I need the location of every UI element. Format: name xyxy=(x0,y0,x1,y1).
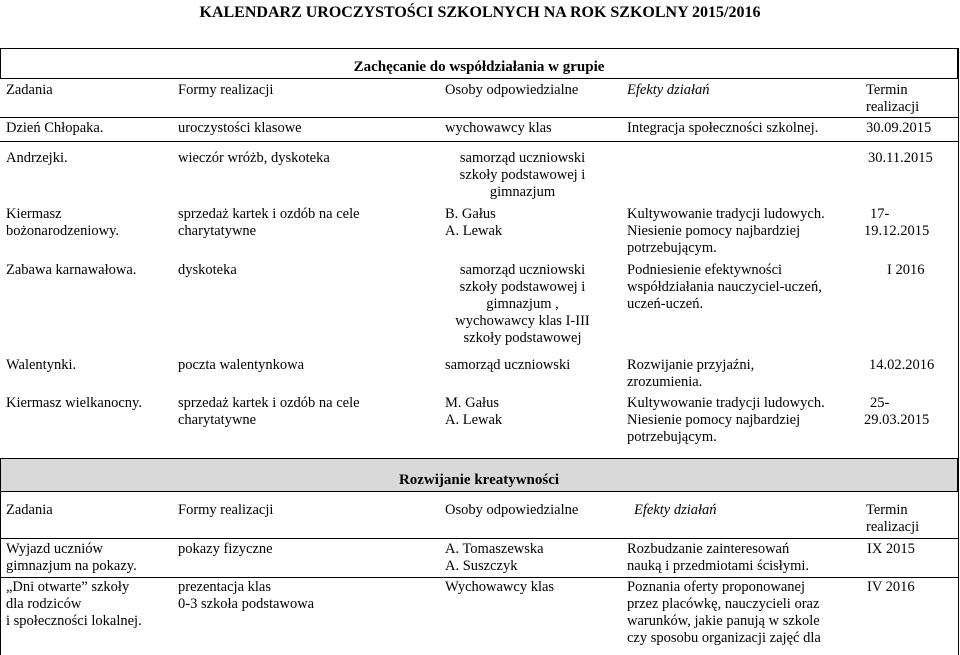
cell-efekt: potrzebującym. xyxy=(627,429,717,445)
cell-zadanie: i społeczności lokalnej. xyxy=(6,613,142,629)
cell-osoby: wychowawcy klas xyxy=(445,120,552,136)
cell-osoby: B. Gałus xyxy=(445,206,496,222)
header-termin: Termin xyxy=(866,502,908,518)
cell-osoby: A. Lewak xyxy=(445,223,503,239)
cell-termin: 30.11.2015 xyxy=(868,150,933,166)
section-title-text: Rozwijanie kreatywności xyxy=(398,472,560,488)
header-formy: Formy realizacji xyxy=(178,502,274,518)
header-termin-2: realizacji xyxy=(866,519,920,535)
section-title-text: Zachęcanie do współdziałania w grupie xyxy=(353,59,605,75)
cell-efekt: przez placówkę, nauczycieli oraz xyxy=(627,596,820,612)
cell-termin: IX 2015 xyxy=(867,541,915,557)
cell-osoby: samorząd uczniowski xyxy=(445,357,571,373)
cell-efekt: Niesienie pomocy najbardziej xyxy=(627,412,801,428)
cell-efekt: Integracja społeczności szkolnej. xyxy=(627,120,819,136)
header-osoby: Osoby odpowiedzialne xyxy=(445,502,579,518)
cell-termin: 30.09.2015 xyxy=(866,120,932,136)
cell-efekt: Kultywowanie tradycji ludowych. xyxy=(627,206,825,222)
cell-zadanie: Kiermasz wielkanocny. xyxy=(6,395,142,411)
cell-osoby: gimnazjum xyxy=(489,184,556,200)
cell-zadanie: Kiermasz xyxy=(6,206,62,222)
header-efekty: Efekty działań xyxy=(627,82,710,98)
cell-forma: uroczystości klasowe xyxy=(178,120,302,136)
cell-termin: 17- xyxy=(870,206,890,222)
cell-osoby: szkoły podstawowej xyxy=(463,330,582,346)
cell-efekt: Rozwijanie przyjaźni, xyxy=(627,357,755,373)
cell-forma: prezentacja klas xyxy=(178,579,271,595)
cell-forma: pokazy fizyczne xyxy=(178,541,273,557)
cell-osoby: A. Tomaszewska xyxy=(445,541,544,557)
cell-osoby: Wychowawcy klas xyxy=(445,579,555,595)
cell-zadanie: Dzień Chłopaka. xyxy=(6,120,104,136)
divider xyxy=(0,78,959,79)
divider xyxy=(0,117,959,118)
cell-zadanie: bożonarodzeniowy. xyxy=(6,223,120,239)
divider xyxy=(0,141,959,142)
cell-termin: 14.02.2016 xyxy=(869,357,935,373)
header-termin: Termin xyxy=(866,82,908,98)
cell-termin: 29.03.2015 xyxy=(864,412,930,428)
cell-osoby: M. Gałus xyxy=(445,395,499,411)
cell-forma: sprzedaż kartek i ozdób na cele xyxy=(178,206,360,222)
divider xyxy=(0,577,959,578)
section-title-cooperation xyxy=(0,48,958,78)
cell-forma: 0-3 szkoła podstawowa xyxy=(178,596,315,612)
header-formy: Formy realizacji xyxy=(178,82,274,98)
cell-termin: IV 2016 xyxy=(867,579,915,595)
cell-zadanie: „Dni otwarte” szkoły xyxy=(6,579,130,595)
cell-termin: 25- xyxy=(870,395,890,411)
divider xyxy=(0,538,959,539)
section-title-creativity xyxy=(0,458,958,491)
cell-osoby: gimnazjum , xyxy=(486,296,559,312)
cell-forma: wieczór wróżb, dyskoteka xyxy=(178,150,330,166)
cell-efekt: potrzebującym. xyxy=(627,240,717,256)
header-osoby: Osoby odpowiedzialne xyxy=(445,82,579,98)
cell-efekt: Niesienie pomocy najbardziej xyxy=(627,223,801,239)
cell-efekt: zrozumienia. xyxy=(627,374,703,390)
cell-osoby: wychowawcy klas I-III xyxy=(455,313,590,329)
cell-osoby: szkoły podstawowej i xyxy=(459,167,586,183)
cell-zadanie: dla rodziców xyxy=(6,596,82,612)
cell-osoby: A. Lewak xyxy=(445,412,503,428)
cell-osoby: samorząd uczniowski xyxy=(459,262,586,278)
cell-forma: charytatywne xyxy=(178,223,257,239)
header-termin-2: realizacji xyxy=(866,99,920,115)
cell-zadanie: Wyjazd uczniów xyxy=(6,541,103,557)
cell-efekt: nauką i przedmiotami ścisłymi. xyxy=(627,558,810,574)
cell-osoby: samorząd uczniowski xyxy=(459,150,586,166)
cell-termin: I 2016 xyxy=(887,262,925,278)
cell-forma: charytatywne xyxy=(178,412,257,428)
cell-zadanie: Walentynki. xyxy=(6,357,77,373)
cell-zadanie: Zabawa karnawałowa. xyxy=(6,262,137,278)
border-left xyxy=(0,458,1,655)
cell-zadanie: gimnazjum na pokazy. xyxy=(6,558,137,574)
cell-forma: poczta walentynkowa xyxy=(178,357,305,373)
cell-zadanie: Andrzejki. xyxy=(6,150,68,166)
cell-efekt: warunków, jakie panują w szkole xyxy=(627,613,820,629)
header-zadania: Zadania xyxy=(6,82,53,98)
divider xyxy=(0,491,959,492)
cell-efekt: współdziałania nauczyciel-uczeń, xyxy=(627,279,822,295)
cell-efekt: Kultywowanie tradycji ludowych. xyxy=(627,395,825,411)
cell-efekt: Poznania oferty proponowanej xyxy=(627,579,805,595)
header-efekty: Efekty działań xyxy=(634,502,717,518)
cell-efekt: uczeń-uczeń. xyxy=(627,296,704,312)
cell-osoby: szkoły podstawowej i xyxy=(459,279,586,295)
cell-efekt: czy sposobu organizacji zajęć dla xyxy=(627,630,821,646)
border-right xyxy=(958,48,959,655)
cell-efekt: Podniesienie efektywności xyxy=(627,262,783,278)
cell-forma: sprzedaż kartek i ozdób na cele xyxy=(178,395,360,411)
cell-osoby: A. Suszczyk xyxy=(445,558,518,574)
header-zadania: Zadania xyxy=(6,502,53,518)
cell-forma: dyskoteka xyxy=(178,262,237,278)
cell-efekt: Rozbudzanie zainteresowań xyxy=(627,541,790,557)
page-title: KALENDARZ UROCZYSTOŚCI SZKOLNYCH NA ROK SZKOLNY 2015/2016 xyxy=(199,4,761,21)
cell-termin: 19.12.2015 xyxy=(864,223,930,239)
